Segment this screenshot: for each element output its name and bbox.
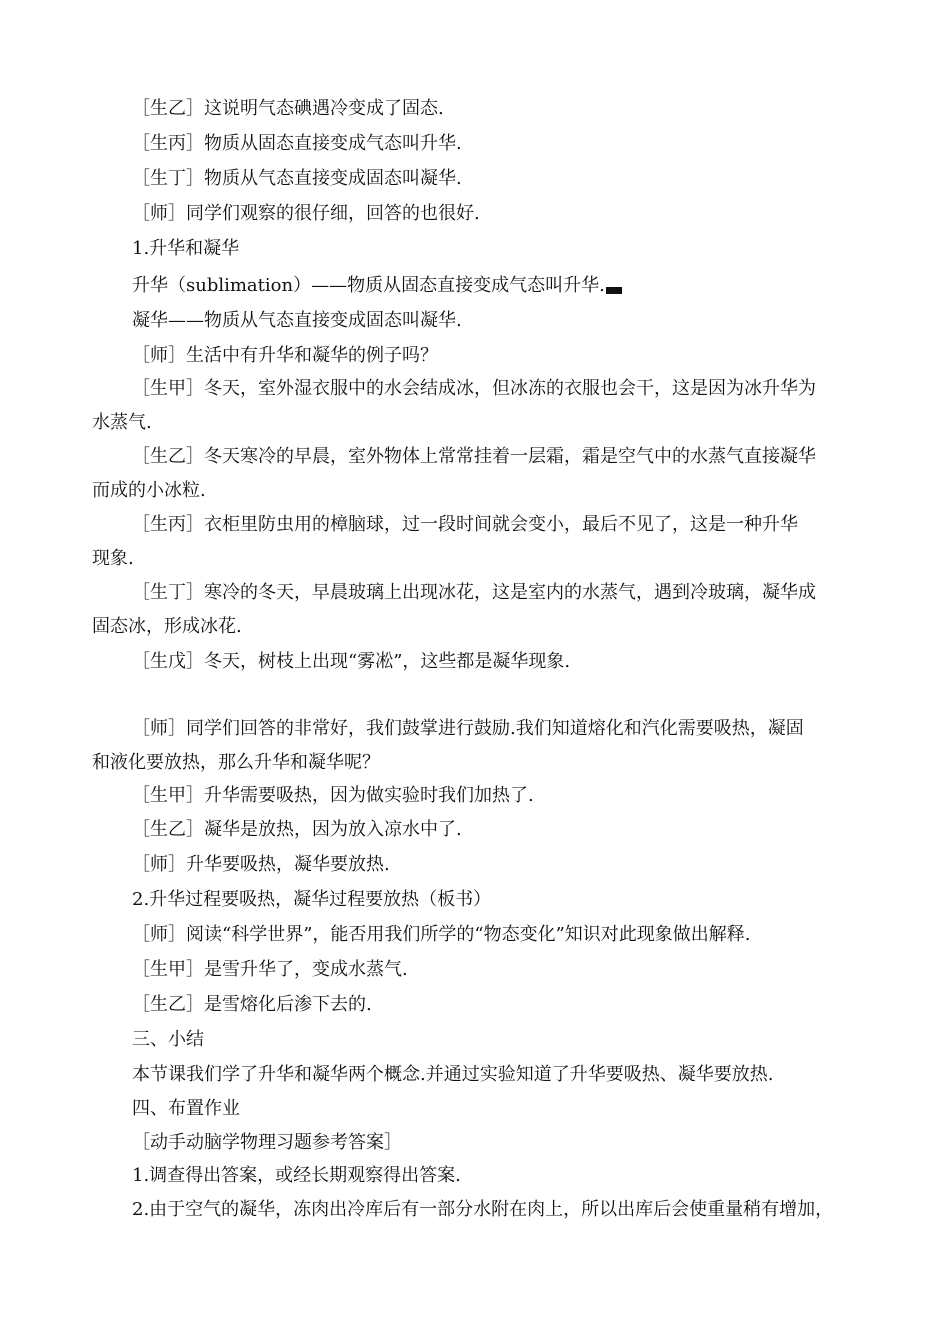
dialogue-line: ［生丁］寒冷的冬天，早晨玻璃上出现冰花，这是室内的水蒸气，遇到冷玻璃，凝华成 [132,582,816,603]
dialogue-line: ［生甲］冬天，室外湿衣服中的水会结成冰，但冰冻的衣服也会干，这是因为冰升华为 [132,378,816,399]
dialogue-line: ［生丙］物质从固态直接变成气态叫升华. [132,133,462,154]
dialogue-line: ［生甲］升华需要吸热，因为做实验时我们加热了. [132,785,534,806]
dialogue-line-continued: 水蒸气. [92,412,152,433]
dialogue-line: ［生乙］冬天寒冷的早晨，室外物体上常常挂着一层霜，霜是空气中的水蒸气直接凝华 [132,446,816,467]
dialogue-line: ［师］同学们观察的很仔细，回答的也很好. [132,203,480,224]
answer-line: 2.由于空气的凝华，冻肉出冷库后有一部分水附在肉上，所以出库后会使重量稍有增加， [132,1199,834,1220]
dialogue-line: ［生乙］凝华是放热，因为放入凉水中了. [132,819,462,840]
answer-line: 1.调查得出答案，或经长期观察得出答案. [132,1165,461,1186]
dialogue-line-continued: 现象. [92,548,134,569]
subsection-heading: ［动手动脑学物理习题参考答案］ [132,1132,402,1153]
cursor-mark [606,287,622,294]
section-heading: 2.升华过程要吸热，凝华过程要放热（板书） [132,889,492,910]
dialogue-line: ［师］升华要吸热，凝华要放热. [132,854,390,875]
dialogue-line: ［生甲］是雪升华了，变成水蒸气. [132,959,408,980]
dialogue-line-continued: 固态冰，形成冰花. [92,616,242,637]
dialogue-line: ［生丙］衣柜里防虫用的樟脑球，过一段时间就会变小，最后不见了，这是一种升华 [132,514,798,535]
definition-text: 升华（sublimation）——物质从固态直接变成气态叫升华. [132,275,605,296]
dialogue-line: ［师］生活中有升华和凝华的例子吗？ [132,345,438,366]
dialogue-line-continued: 而成的小冰粒. [92,480,206,501]
section-heading: 三、小结 [132,1029,204,1050]
dialogue-line-continued: 和液化要放热，那么升华和凝华呢？ [92,752,380,773]
definition-line: 凝华——物质从气态直接变成固态叫凝华. [132,310,462,331]
dialogue-line: ［生乙］这说明气态碘遇冷变成了固态. [132,98,444,119]
paragraph-line: 本节课我们学了升华和凝华两个概念.并通过实验知道了升华要吸热、凝华要放热. [132,1064,774,1085]
dialogue-line: ［生丁］物质从气态直接变成固态叫凝华. [132,168,462,189]
section-heading: 四、布置作业 [132,1098,240,1119]
dialogue-line: ［师］同学们回答的非常好，我们鼓掌进行鼓励.我们知道熔化和汽化需要吸热，凝固 [132,718,804,739]
section-heading: 1.升华和凝华 [132,238,240,259]
dialogue-line: ［生戊］冬天，树枝上出现“雾凇”，这些都是凝华现象. [132,651,571,672]
definition-line [132,274,622,298]
dialogue-line: ［师］阅读“科学世界”，能否用我们所学的“物态变化”知识对此现象做出解释. [132,924,751,945]
dialogue-line: ［生乙］是雪熔化后渗下去的. [132,994,372,1015]
